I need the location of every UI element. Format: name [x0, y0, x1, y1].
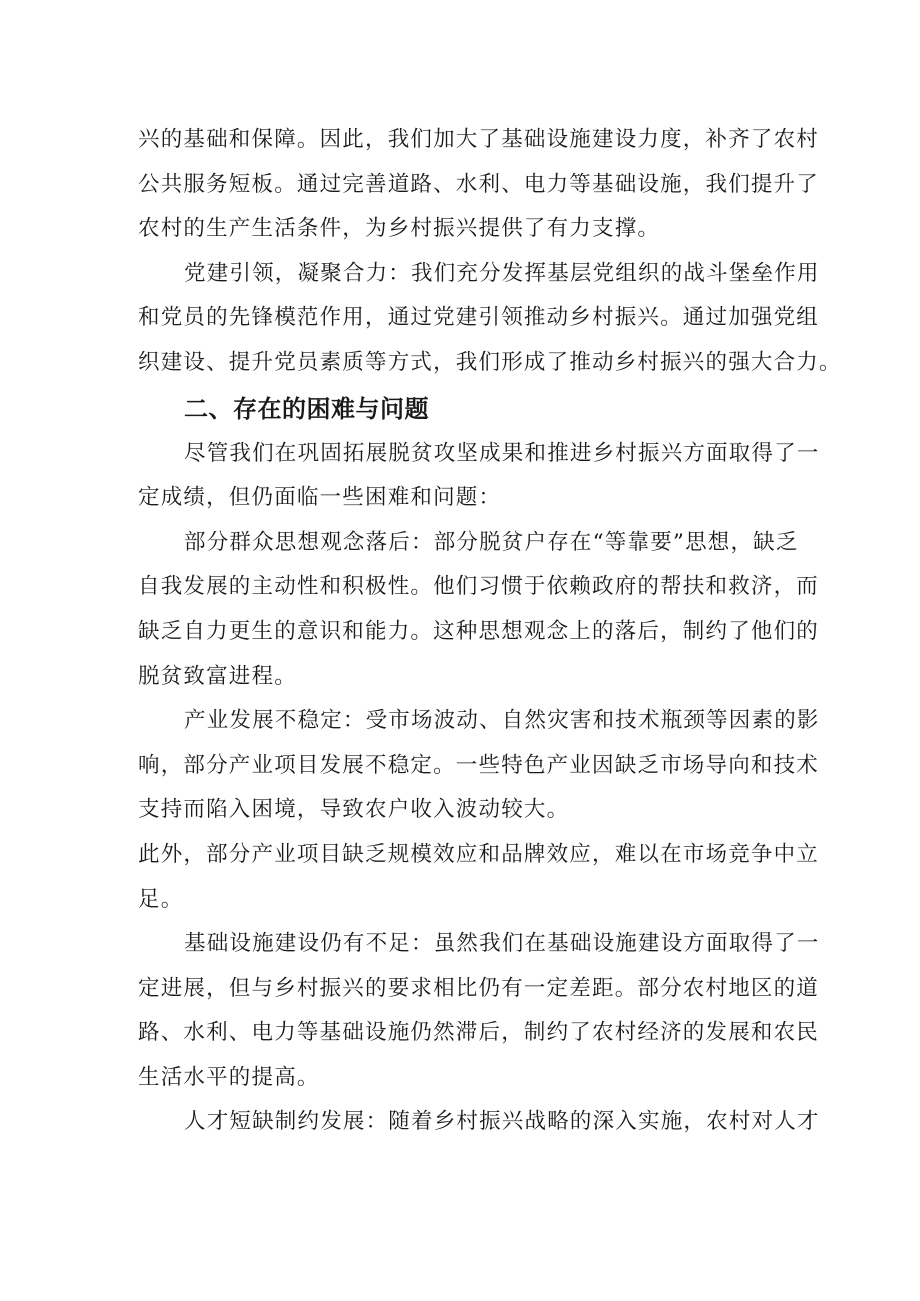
paragraph-talent-shortage	[138, 1100, 820, 1145]
text-line: 支持而陷入困境，导致农户收入波动较大。	[138, 797, 570, 823]
text-line: 党建引领，凝聚合力：我们充分发挥基层党组织的战斗堡垒作用	[184, 260, 820, 286]
section-heading: 二、存在的困难与问题	[184, 394, 429, 423]
paragraph-mindset	[138, 521, 820, 699]
paragraph-industry	[138, 699, 820, 833]
text-line: 兴的基础和保障。因此，我们加大了基础设施建设力度，补齐了农村	[138, 127, 820, 152]
text-line: 自我发展的主动性和积极性。他们习惯于依赖政府的帮扶和救济，而	[138, 574, 820, 600]
paragraph-infrastructure-continued	[138, 118, 820, 252]
text-line: 定成绩，但仍面临一些困难和问题：	[138, 485, 502, 511]
text-line: 此外，部分产业项目缺乏规模效应和品牌效应，难以在市场竞争中立	[138, 841, 820, 867]
text-line: 人才短缺制约发展：随着乡村振兴战略的深入实施，农村对人才	[184, 1109, 820, 1135]
paragraph-party-building	[138, 252, 842, 386]
text-line: 缺乏自力更生的意识和能力。这种思想观念上的落后，制约了他们的	[138, 618, 820, 644]
text-line: 产业发展不稳定：受市场波动、自然灾害和技术瓶颈等因素的影	[184, 708, 820, 734]
text-line: 部分群众思想观念落后：部分脱贫户存在“等靠要”思想，缺乏	[184, 529, 799, 555]
text-line: 和党员的先锋模范作用，通过党建引领推动乡村振兴。通过加强党组	[138, 305, 820, 331]
text-line: 织建设、提升党员素质等方式，我们形成了推动乡村振兴的强大合力。	[138, 349, 842, 375]
text-line: 生活水平的提高。	[138, 1064, 320, 1090]
text-line: 基础设施建设仍有不足：虽然我们在基础设施建设方面取得了一	[184, 931, 820, 957]
paragraph-intro-difficulties	[138, 432, 820, 521]
text-line: 脱贫致富进程。	[138, 663, 297, 689]
paragraph-infrastructure-gap	[138, 922, 820, 1100]
text-line: 路、水利、电力等基础设施仍然滞后，制约了农村经济的发展和农民	[138, 1020, 820, 1046]
document-body	[138, 118, 842, 1145]
text-line: 尽管我们在巩固拓展脱贫攻坚成果和推进乡村振兴方面取得了一	[184, 440, 820, 466]
paragraph-industry-addendum	[138, 833, 820, 922]
text-line: 农村的生产生活条件，为乡村振兴提供了有力支撑。	[138, 216, 661, 242]
text-line: 足。	[138, 886, 184, 912]
text-line: 响，部分产业项目发展不稳定。一些特色产业因缺乏市场导向和技术	[138, 752, 820, 778]
text-line: 公共服务短板。通过完善道路、水利、电力等基础设施，我们提升了	[138, 171, 820, 197]
text-line: 定进展，但与乡村振兴的要求相比仍有一定差距。部分农村地区的道	[138, 975, 820, 1001]
